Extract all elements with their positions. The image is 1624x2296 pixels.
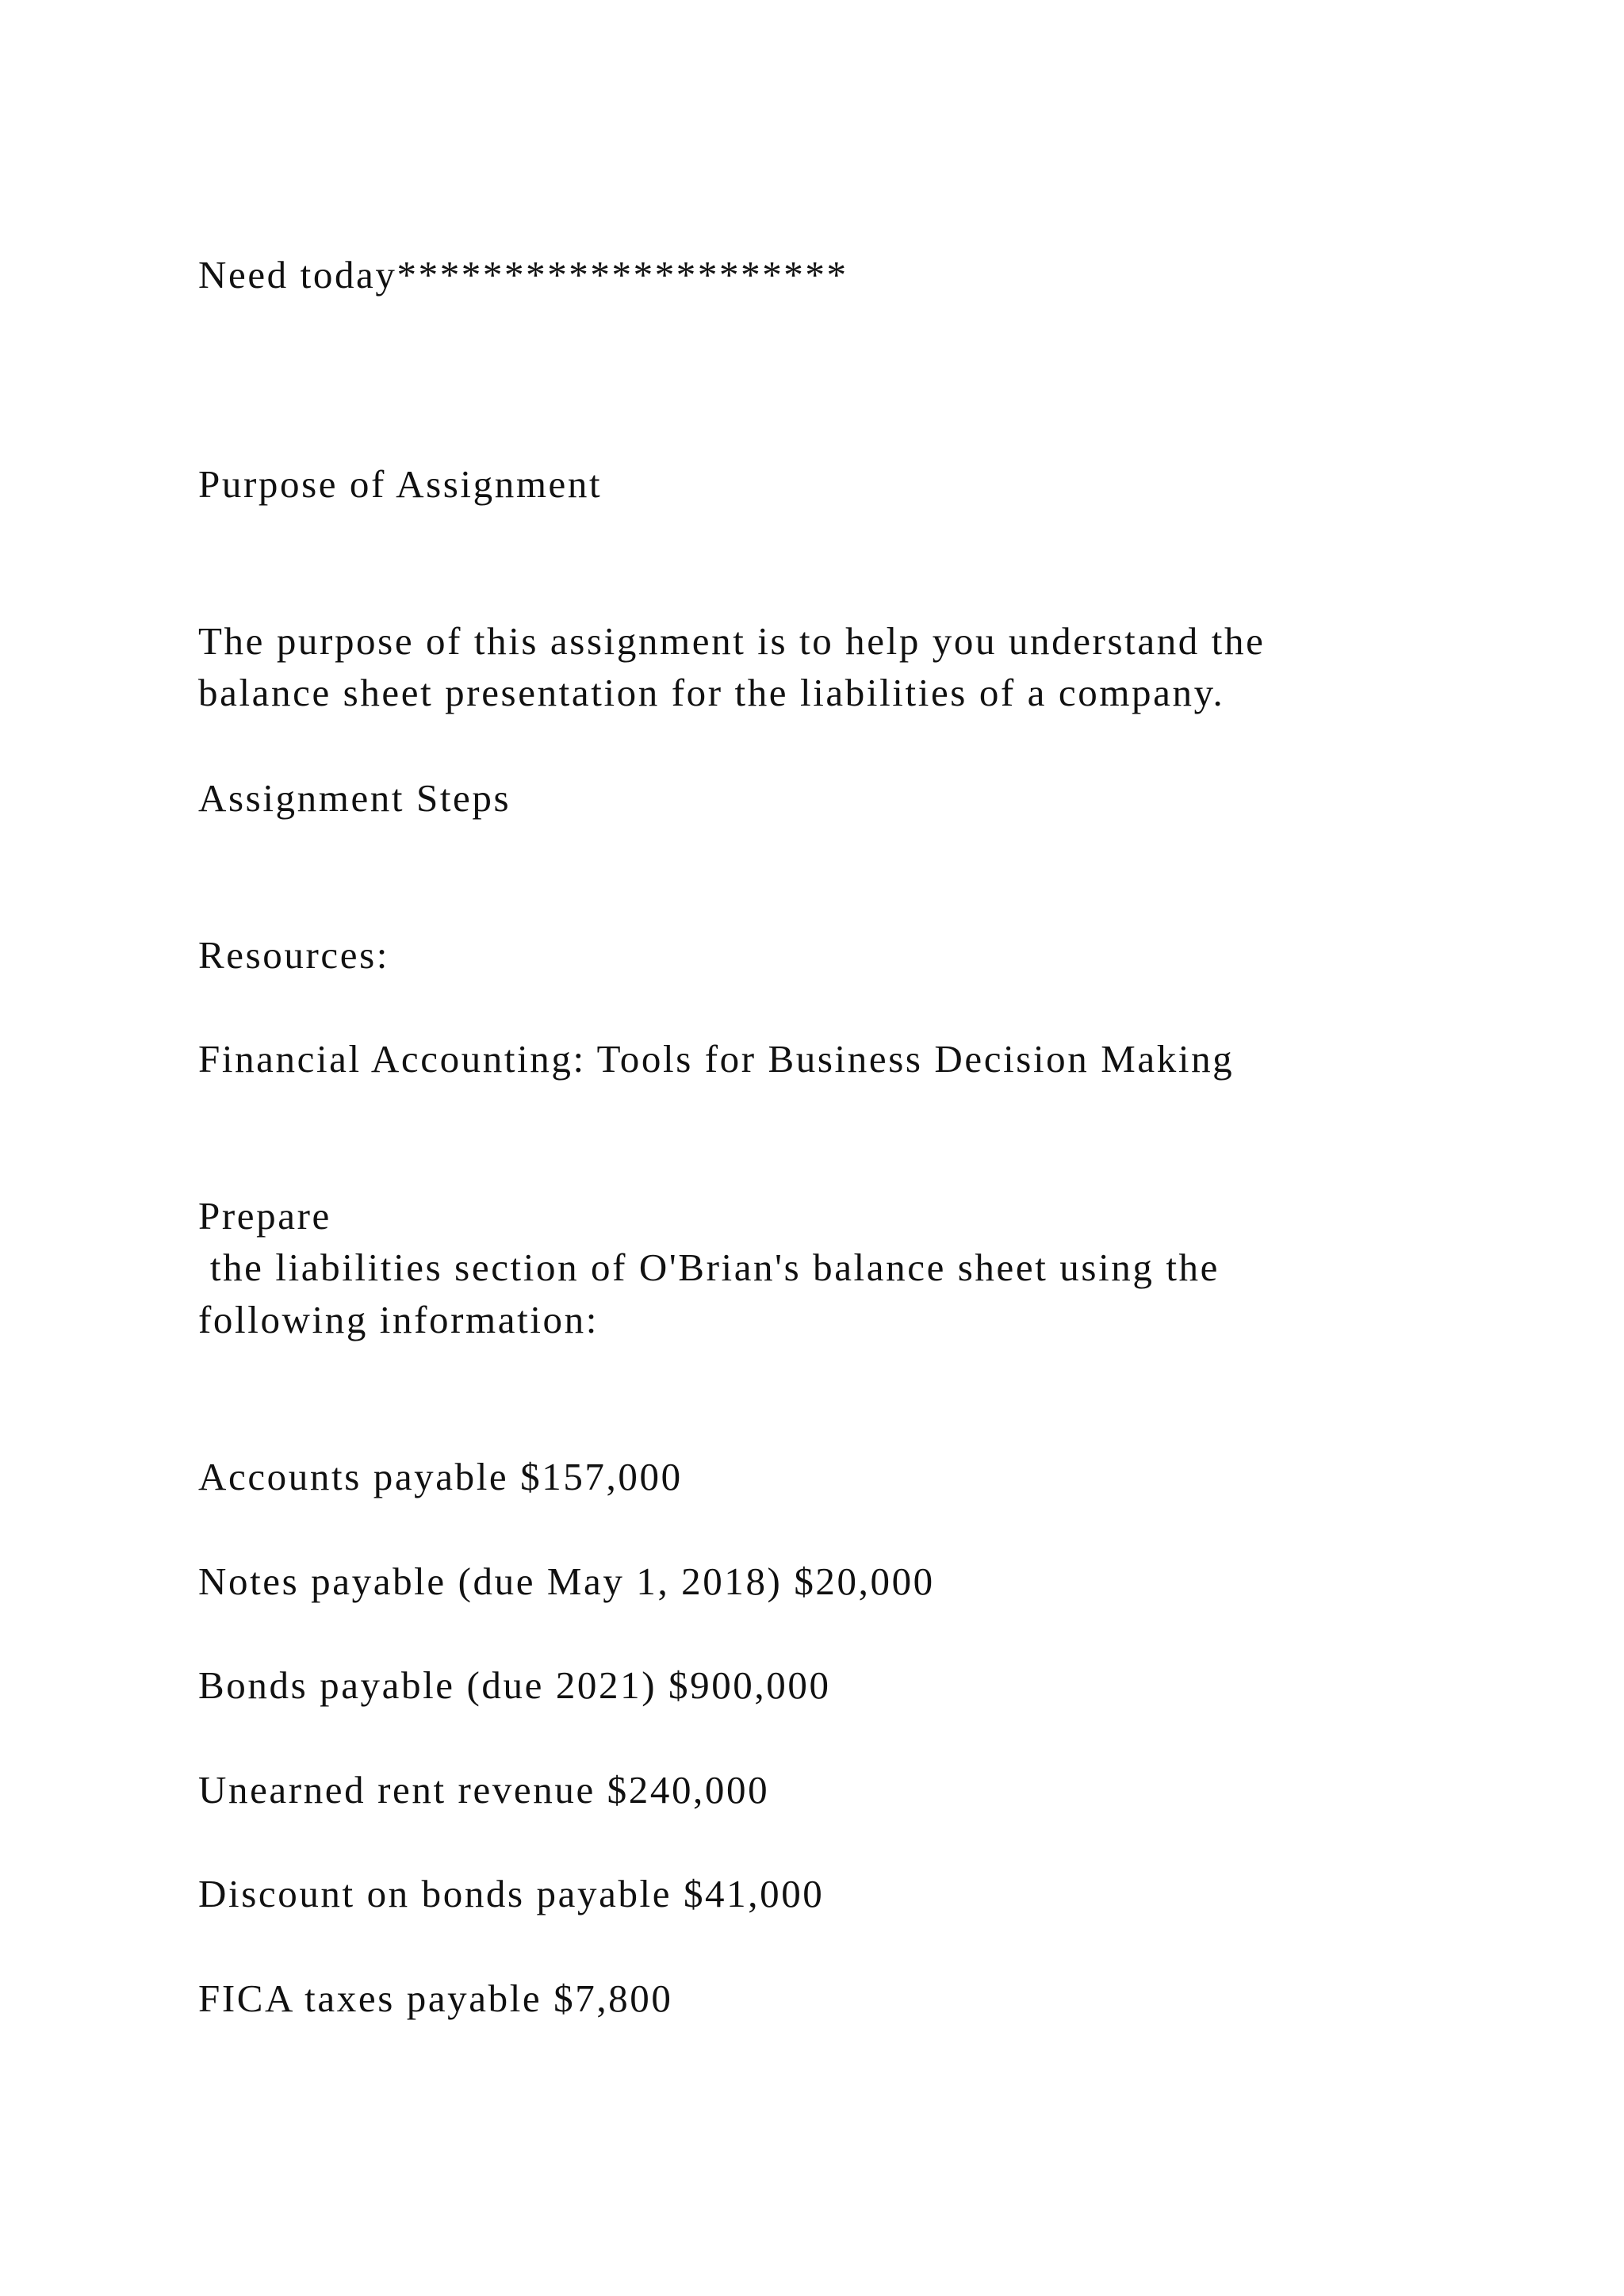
liability-item: Accounts payable $157,000 [198,1455,683,1498]
liability-item: Discount on bonds payable $41,000 [198,1872,825,1915]
resources-label: Resources: [198,933,389,977]
resource-title: Financial Accounting: Tools for Business Decision Making [198,1037,1235,1081]
purpose-heading: Purpose of Assignment [198,462,603,506]
prepare-text-line-2: the liabilities section of O'Brian's balance sheet using the [198,1246,1220,1289]
purpose-text-line-1: The purpose of this assignment is to help you understand the [198,619,1266,663]
liability-item: Bonds payable (due 2021) $900,000 [198,1663,831,1707]
liability-item: Notes payable (due May 1, 2018) $20,000 [198,1559,935,1603]
steps-heading: Assignment Steps [198,776,511,820]
purpose-text-line-2: balance sheet presentation for the liabilities of a company. [198,671,1225,714]
liability-item: Unearned rent revenue $240,000 [198,1768,770,1812]
header-note: Need today********************* [198,253,848,297]
prepare-text-line-1: Prepare [198,1194,331,1238]
liability-item: FICA taxes payable $7,800 [198,1976,673,2020]
prepare-text-line-3: following information: [198,1298,599,1341]
